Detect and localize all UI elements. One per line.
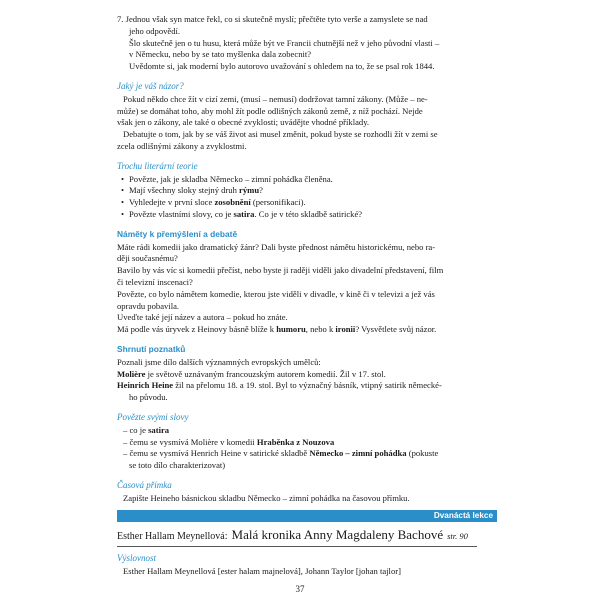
line-bold: Heinrich Heine bbox=[117, 380, 174, 391]
reflection-line bbox=[117, 324, 497, 336]
list-item bbox=[117, 437, 497, 449]
page-content bbox=[117, 14, 497, 504]
pronunciation-section bbox=[117, 553, 497, 578]
reading-title bbox=[117, 526, 477, 547]
item-text: Vyhledejte v první sloce bbox=[129, 197, 215, 208]
summary-line bbox=[117, 380, 497, 392]
item-bold: satira bbox=[233, 208, 255, 219]
list-item bbox=[117, 197, 497, 209]
item-bold: rýmu bbox=[239, 185, 260, 196]
question-7-line: Šlo skutečně jen o tu husu, která může být ve Francii chutnější než v jeho původní vlasti – bbox=[129, 37, 440, 48]
list-item bbox=[117, 174, 497, 186]
item-bold: satira bbox=[148, 424, 170, 435]
line-bold: Molière bbox=[117, 368, 146, 379]
summary-line: ho původu. bbox=[129, 392, 168, 403]
opinion-heading: Jaký je váš názor? bbox=[117, 80, 184, 91]
opinion-line: může) se domáhat toho, aby mohl žít podle odlišných zákonů země, z níž pochází. Nejde bbox=[117, 105, 423, 116]
item-text: – čemu se vysmívá Molière v komedii bbox=[123, 436, 257, 447]
reading-page-ref: str. 90 bbox=[447, 531, 468, 541]
item-text: Povězte, jak je skladba Německo – zimní pohádka členěna. bbox=[129, 173, 333, 184]
reflection-line: či televizní inscenaci? bbox=[117, 276, 193, 287]
question-7-line: Uvědomte si, jak moderní bylo autorovo uvažování s ohledem na to, že se psal rok 1844. bbox=[129, 61, 435, 72]
question-7-line: v Německu, nebo by se tato myšlenka dala zobecnit? bbox=[129, 49, 312, 60]
timeline-text: Zapište Heineho básnickou skladbu Německo – zimní pohádka na časovou přímku. bbox=[123, 492, 410, 503]
summary-line: Poznali jsme dílo dalších významných evropských umělců: bbox=[117, 356, 321, 367]
item-bold: Německo – zimní pohádka bbox=[309, 448, 407, 459]
theory-heading: Trochu literární teorie bbox=[117, 160, 198, 171]
list-item bbox=[117, 448, 497, 460]
item-bold: Hraběnka z Nouzova bbox=[256, 436, 335, 447]
item-text: . Co je v této skladbě satirické? bbox=[254, 208, 363, 219]
item-text: – co je bbox=[123, 424, 149, 435]
question-7-line: 7. Jednou však syn matce řekl, co si skutečně myslí; přečtěte tyto verše a zamyslete se nad bbox=[117, 14, 428, 24]
reflection-line: Povězte, co bylo námětem komedie, kterou jste viděli v divadle, v kině či v televizi a jež vás bbox=[117, 288, 435, 299]
pronunciation-text: Esther Hallam Meynellová [ester halam majnelová], Johann Taylor [johan tajlor] bbox=[123, 565, 401, 576]
reflection-line: Máte rádi komedii jako dramatický žánr? Dali byste přednost námětu historickému, nebo ra- bbox=[117, 241, 436, 252]
reflection-line: Uveďte také její název a autora – pokud ho znáte. bbox=[117, 312, 288, 323]
theory-section bbox=[117, 161, 497, 221]
summary-line bbox=[117, 369, 497, 381]
list-item bbox=[117, 185, 497, 197]
opinion-line: zcela odlišnými zákony a zvyklostmi. bbox=[117, 140, 247, 151]
pronunciation-heading: Výslovnost bbox=[117, 553, 156, 563]
reflection-section bbox=[117, 229, 497, 336]
timeline-section bbox=[117, 480, 497, 505]
own-words-section bbox=[117, 412, 497, 472]
item-bold: zosobnění bbox=[214, 197, 251, 208]
opinion-line: Pokud někdo chce žít v cizí zemi, (musí – nemusí) dodržovat tamní zákony. (Může – ne- bbox=[123, 93, 428, 104]
list-item bbox=[117, 425, 497, 437]
line-text: žil na přelomu 18. a 19. stol. Byl to význačný básník, vtipný satirik německé- bbox=[173, 380, 442, 391]
opinion-section bbox=[117, 81, 497, 153]
own-words-heading: Povězte svými slovy bbox=[117, 411, 189, 422]
bullet-icon: • bbox=[121, 185, 125, 196]
theory-list bbox=[117, 174, 497, 221]
timeline-heading: Časová přímka bbox=[117, 479, 172, 490]
reflection-heading: Náměty k přemýšlení a debatě bbox=[117, 228, 238, 239]
line-text: ? Vysvětlete svůj názor. bbox=[355, 324, 437, 335]
line-bold: humoru bbox=[276, 324, 306, 335]
question-7 bbox=[117, 14, 497, 73]
lesson-bar bbox=[117, 510, 497, 522]
opinion-line: Debatujte o tom, jak by se váš život asi musel změnit, pokud byste se rozhodli žít v zemi se bbox=[123, 129, 438, 140]
line-text: Má podle vás úryvek z Heinovy básně blíže k bbox=[117, 324, 277, 335]
item-text: Mají všechny sloky stejný druh bbox=[129, 185, 240, 196]
list-item: se toto dílo charakterizovat) bbox=[129, 460, 226, 471]
list-item bbox=[117, 209, 497, 221]
item-text: (personifikaci). bbox=[250, 197, 306, 208]
item-text: Povězte vlastními slovy, co je bbox=[129, 208, 234, 219]
bullet-icon: • bbox=[121, 173, 125, 184]
line-bold: ironii bbox=[335, 324, 356, 335]
reading-author: Esther Hallam Meynellová: bbox=[117, 531, 228, 542]
bullet-icon: • bbox=[121, 197, 125, 208]
line-text: , nebo k bbox=[305, 324, 336, 335]
item-text: – čemu se vysmívá Henrich Heine v satirické skladbě bbox=[123, 448, 310, 459]
reflection-line: opravdu pobavila. bbox=[117, 300, 180, 311]
item-text: ? bbox=[259, 185, 263, 196]
summary-heading: Shrnutí poznatků bbox=[117, 343, 186, 354]
page-number: 37 bbox=[295, 584, 305, 594]
reading-title-text: Malá kronika Anny Magdaleny Bachové bbox=[231, 527, 444, 542]
summary-section bbox=[117, 344, 497, 404]
reflection-line: ději současnému? bbox=[117, 253, 178, 264]
question-7-line: jeho odpovědí. bbox=[129, 25, 181, 36]
bullet-icon: • bbox=[121, 208, 125, 219]
opinion-line: však jen o zákony, ale také o obecné zvyklosti; uvádějte vhodné příklady. bbox=[117, 117, 370, 128]
lesson-label: Dvanáctá lekce bbox=[433, 511, 493, 520]
reflection-line: Bavilo by vás víc si komedii přečíst, nebo byste ji raději viděli jako divadelní představení, film bbox=[117, 265, 444, 276]
item-text: (pokuste bbox=[406, 448, 439, 459]
line-text: je světově uznávaným francouzským autorem komedií. Žil v 17. stol. bbox=[145, 368, 386, 379]
